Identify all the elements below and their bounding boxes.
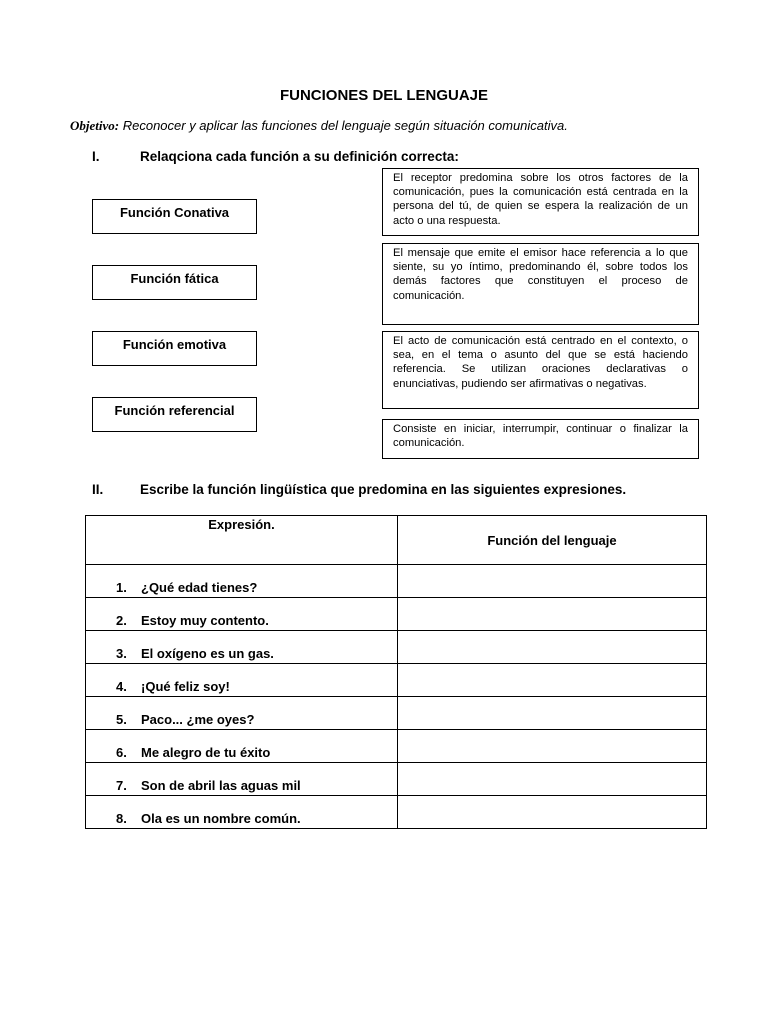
expression-number: 3. — [116, 646, 127, 661]
expression-text: El oxígeno es un gas. — [141, 646, 274, 661]
expression-number: 8. — [116, 811, 127, 826]
answer-cell[interactable] — [398, 664, 707, 697]
section-1-title: Relaqciona cada función a su definición correcta: — [140, 149, 459, 164]
table-row — [86, 664, 707, 697]
expression-text: Son de abril las aguas mil — [141, 778, 301, 793]
expression-text: Paco... ¿me oyes? — [141, 712, 255, 727]
definition-box-4: Consiste en iniciar, interrumpir, continuar o finalizar la comunicación. — [382, 419, 699, 459]
answer-cell[interactable] — [398, 631, 707, 664]
table-row — [86, 697, 707, 730]
expression-text: Me alegro de tu éxito — [141, 745, 271, 760]
expression-cell — [86, 763, 398, 796]
expression-number: 7. — [116, 778, 127, 793]
section-2-title: Escribe la función lingüística que predomina en las siguientes expresiones. — [140, 482, 627, 497]
expression-text: Ola es un nombre común. — [141, 811, 301, 826]
table-row — [86, 565, 707, 598]
expression-text: ¿Qué edad tienes? — [141, 580, 258, 595]
expression-number: 4. — [116, 679, 127, 694]
definition-box-3: El acto de comunicación está centrado en el contexto, o sea, en el tema o asunto del que se está haciendo referencia. Se utilizan oraciones declarativas o enunciativas, pudiendo ser afirmativas o negativas. — [382, 331, 699, 409]
section-1-number: I. — [92, 149, 100, 164]
table-row — [86, 763, 707, 796]
definition-box-1: El receptor predomina sobre los otros factores de la comunicación, pues la comunicación está centrada en la persona del tú, de quien se espera la realización de un acto o una respuesta. — [382, 168, 699, 236]
function-box-fatica: Función fática — [92, 265, 257, 300]
definition-box-2: El mensaje que emite el emisor hace referencia a lo que siente, su yo íntimo, predominando él, sobre todos los demás factores que constituyen el proceso de comunicación. — [382, 243, 699, 325]
expression-cell — [86, 631, 398, 664]
answer-cell[interactable] — [398, 796, 707, 829]
expression-number: 2. — [116, 613, 127, 628]
expression-cell — [86, 796, 398, 829]
expression-cell — [86, 730, 398, 763]
function-box-conativa: Función Conativa — [92, 199, 257, 234]
column-header-function: Función del lenguaje — [398, 516, 707, 565]
objective-label: Objetivo: — [70, 118, 120, 133]
objective — [70, 118, 568, 134]
page-title: FUNCIONES DEL LENGUAJE — [279, 87, 489, 104]
expression-cell — [86, 697, 398, 730]
expressions-table — [85, 515, 707, 829]
expression-text: ¡Qué feliz soy! — [141, 679, 230, 694]
answer-cell[interactable] — [398, 697, 707, 730]
expression-cell — [86, 565, 398, 598]
objective-text: Reconocer y aplicar las funciones del lenguaje según situación comunicativa. — [122, 118, 568, 133]
answer-cell[interactable] — [398, 730, 707, 763]
column-header-expression: Expresión. — [86, 516, 398, 565]
expression-text: Estoy muy contento. — [141, 613, 269, 628]
table-row — [86, 631, 707, 664]
table-header-row — [86, 516, 707, 565]
function-box-referencial: Función referencial — [92, 397, 257, 432]
answer-cell[interactable] — [398, 565, 707, 598]
answer-cell[interactable] — [398, 598, 707, 631]
section-2-number: II. — [92, 482, 104, 497]
table-row — [86, 730, 707, 763]
expression-number: 6. — [116, 745, 127, 760]
expression-number: 1. — [116, 580, 127, 595]
expression-number: 5. — [116, 712, 127, 727]
table-row — [86, 598, 707, 631]
answer-cell[interactable] — [398, 763, 707, 796]
table-row — [86, 796, 707, 829]
expression-cell — [86, 598, 398, 631]
expression-cell — [86, 664, 398, 697]
function-box-emotiva: Función emotiva — [92, 331, 257, 366]
